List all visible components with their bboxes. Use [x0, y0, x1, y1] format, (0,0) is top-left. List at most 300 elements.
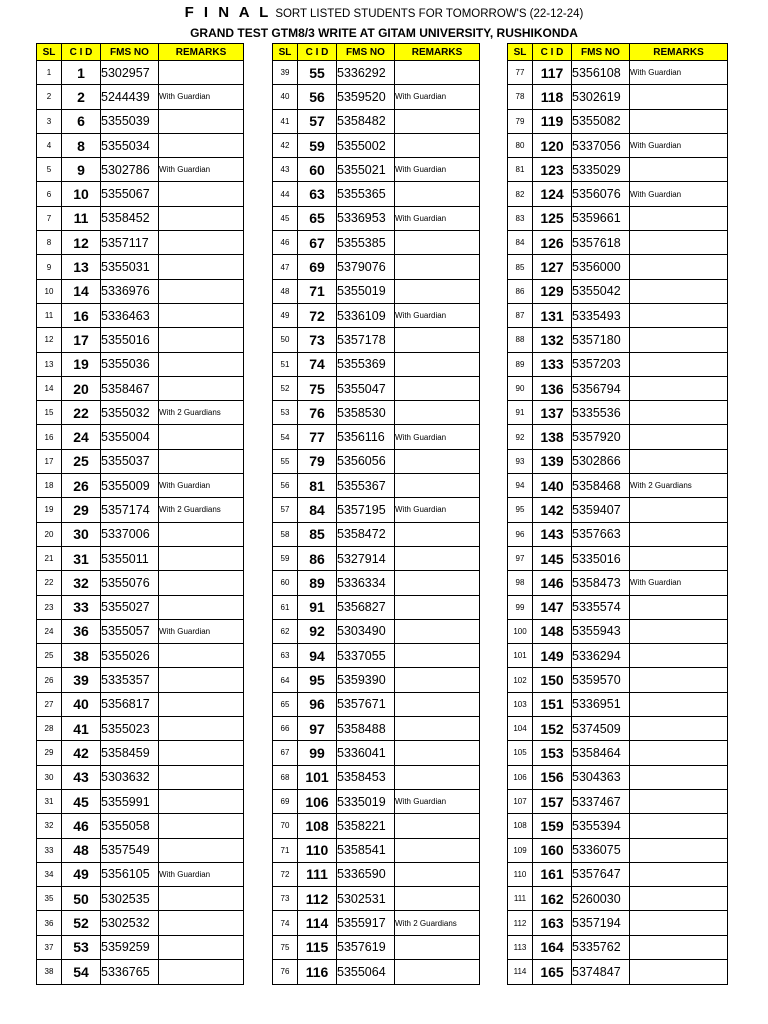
fms-no-cell: 5379076	[337, 255, 395, 279]
remarks-cell	[159, 838, 244, 862]
table-row	[508, 692, 728, 716]
fms-no-cell: 5303632	[101, 765, 159, 789]
table-row	[273, 85, 480, 109]
remarks-cell	[630, 887, 728, 911]
remarks-cell: With Guardian	[630, 133, 728, 157]
sl-cell: 68	[273, 765, 298, 789]
fms-no-cell: 5244439	[101, 85, 159, 109]
sl-cell: 14	[37, 376, 62, 400]
cid-cell: 97	[298, 717, 337, 741]
sl-cell: 39	[273, 61, 298, 85]
table-row	[508, 328, 728, 352]
fms-no-cell: 5356794	[572, 376, 630, 400]
sl-cell: 20	[37, 522, 62, 546]
remarks-cell	[159, 182, 244, 206]
cid-cell: 71	[298, 279, 337, 303]
fms-no-cell: 5335574	[572, 595, 630, 619]
table-row	[37, 279, 244, 303]
sl-cell: 15	[37, 401, 62, 425]
sl-cell: 51	[273, 352, 298, 376]
sl-cell: 109	[508, 838, 533, 862]
fms-no-cell: 5336976	[101, 279, 159, 303]
table-row	[273, 279, 480, 303]
remarks-cell	[395, 741, 480, 765]
cid-cell: 57	[298, 109, 337, 133]
sl-cell: 83	[508, 206, 533, 230]
table-row	[273, 959, 480, 984]
cid-cell: 12	[62, 231, 101, 255]
fms-no-cell: 5357671	[337, 692, 395, 716]
sl-cell: 45	[273, 206, 298, 230]
sl-cell: 91	[508, 401, 533, 425]
cid-cell: 94	[298, 644, 337, 668]
sl-cell: 46	[273, 231, 298, 255]
remarks-cell: With Guardian	[395, 85, 480, 109]
fms-no-cell: 5335019	[337, 789, 395, 813]
table-row	[37, 133, 244, 157]
fms-no-cell: 5303490	[337, 619, 395, 643]
remarks-cell: With Guardian	[159, 158, 244, 182]
remarks-cell	[159, 644, 244, 668]
remarks-cell	[159, 887, 244, 911]
table-row	[273, 231, 480, 255]
sl-cell: 96	[508, 522, 533, 546]
sl-cell: 26	[37, 668, 62, 692]
remarks-cell	[630, 595, 728, 619]
table-row	[273, 595, 480, 619]
table-row	[37, 814, 244, 838]
remarks-cell: With Guardian	[395, 158, 480, 182]
remarks-cell	[395, 765, 480, 789]
cid-cell: 77	[298, 425, 337, 449]
cid-cell: 162	[533, 887, 572, 911]
table-row	[273, 401, 480, 425]
table-row	[37, 911, 244, 935]
table-row	[273, 789, 480, 813]
table-row	[508, 765, 728, 789]
table-row	[508, 959, 728, 984]
cid-cell: 114	[298, 911, 337, 935]
remarks-cell: With Guardian	[159, 474, 244, 498]
fms-no-cell: 5358472	[337, 522, 395, 546]
fms-no-cell: 5359520	[337, 85, 395, 109]
cid-cell: 131	[533, 303, 572, 327]
remarks-cell	[159, 352, 244, 376]
cid-cell: 139	[533, 449, 572, 473]
fms-no-cell: 5355037	[101, 449, 159, 473]
sl-cell: 54	[273, 425, 298, 449]
cid-cell: 136	[533, 376, 572, 400]
cid-cell: 16	[62, 303, 101, 327]
table-row	[273, 303, 480, 327]
cid-cell: 160	[533, 838, 572, 862]
remarks-cell	[630, 498, 728, 522]
table-row	[37, 303, 244, 327]
table-row	[37, 231, 244, 255]
remarks-cell	[159, 376, 244, 400]
fms-no-cell: 5358530	[337, 401, 395, 425]
table-row	[508, 789, 728, 813]
remarks-cell	[630, 814, 728, 838]
cid-cell: 65	[298, 206, 337, 230]
fms-no-cell: 5356827	[337, 595, 395, 619]
remarks-cell	[630, 644, 728, 668]
fms-no-cell: 5359390	[337, 668, 395, 692]
remarks-cell	[630, 838, 728, 862]
sl-cell: 101	[508, 644, 533, 668]
fms-no-cell: 5336334	[337, 571, 395, 595]
table-header-row	[273, 44, 480, 61]
remarks-cell	[395, 328, 480, 352]
table-row	[508, 644, 728, 668]
cid-cell: 76	[298, 401, 337, 425]
table-row	[273, 887, 480, 911]
remarks-cell	[395, 814, 480, 838]
fms-no-cell: 5355369	[337, 352, 395, 376]
cid-cell: 56	[298, 85, 337, 109]
table-row	[508, 741, 728, 765]
cid-cell: 153	[533, 741, 572, 765]
sl-cell: 8	[37, 231, 62, 255]
remarks-cell	[630, 911, 728, 935]
remarks-cell	[395, 352, 480, 376]
sl-cell: 65	[273, 692, 298, 716]
sl-cell: 88	[508, 328, 533, 352]
fms-no-cell: 5337467	[572, 789, 630, 813]
cid-cell: 163	[533, 911, 572, 935]
fms-no-cell: 5336765	[101, 959, 159, 984]
table-row	[37, 352, 244, 376]
table-row	[37, 571, 244, 595]
table-row	[508, 255, 728, 279]
table-row	[273, 717, 480, 741]
cid-cell: 49	[62, 862, 101, 886]
cid-cell: 137	[533, 401, 572, 425]
table-row	[273, 376, 480, 400]
remarks-cell	[395, 862, 480, 886]
table-row	[273, 255, 480, 279]
remarks-cell	[395, 61, 480, 85]
remarks-cell: With Guardian	[395, 303, 480, 327]
remarks-cell	[630, 692, 728, 716]
fms-no-cell: 5302532	[101, 911, 159, 935]
table-row	[37, 498, 244, 522]
col-header-cid: C I D	[533, 44, 572, 61]
table-row	[508, 862, 728, 886]
remarks-cell	[395, 838, 480, 862]
fms-no-cell: 5355026	[101, 644, 159, 668]
cid-cell: 9	[62, 158, 101, 182]
fms-no-cell: 5355047	[337, 376, 395, 400]
sl-cell: 79	[508, 109, 533, 133]
fms-no-cell: 5356108	[572, 61, 630, 85]
fms-no-cell: 5358453	[337, 765, 395, 789]
sl-cell: 19	[37, 498, 62, 522]
cid-cell: 55	[298, 61, 337, 85]
remarks-cell	[395, 449, 480, 473]
fms-no-cell: 5356056	[337, 449, 395, 473]
table-row	[508, 717, 728, 741]
sl-cell: 67	[273, 741, 298, 765]
sl-cell: 99	[508, 595, 533, 619]
fms-no-cell: 5358459	[101, 741, 159, 765]
student-table-1	[36, 43, 244, 985]
sl-cell: 90	[508, 376, 533, 400]
cid-cell: 161	[533, 862, 572, 886]
student-table-2	[272, 43, 480, 985]
table-row	[273, 109, 480, 133]
sl-cell: 107	[508, 789, 533, 813]
table-row	[508, 425, 728, 449]
cid-cell: 33	[62, 595, 101, 619]
col-header-fms-no: FMS NO	[101, 44, 159, 61]
cid-cell: 59	[298, 133, 337, 157]
remarks-cell	[630, 279, 728, 303]
table-row	[273, 498, 480, 522]
table-row	[508, 303, 728, 327]
cid-cell: 156	[533, 765, 572, 789]
table-header-row	[37, 44, 244, 61]
cid-cell: 125	[533, 206, 572, 230]
cid-cell: 149	[533, 644, 572, 668]
fms-no-cell: 5336294	[572, 644, 630, 668]
remarks-cell	[630, 109, 728, 133]
remarks-cell	[630, 619, 728, 643]
sl-cell: 93	[508, 449, 533, 473]
remarks-cell	[159, 814, 244, 838]
sl-cell: 66	[273, 717, 298, 741]
remarks-cell	[395, 546, 480, 570]
cid-cell: 101	[298, 765, 337, 789]
table-row	[37, 182, 244, 206]
cid-cell: 106	[298, 789, 337, 813]
sl-cell: 13	[37, 352, 62, 376]
fms-no-cell: 5356076	[572, 182, 630, 206]
fms-no-cell: 5335029	[572, 158, 630, 182]
fms-no-cell: 5337056	[572, 133, 630, 157]
cid-cell: 85	[298, 522, 337, 546]
cid-cell: 86	[298, 546, 337, 570]
sl-cell: 97	[508, 546, 533, 570]
remarks-cell	[395, 959, 480, 984]
sl-cell: 50	[273, 328, 298, 352]
fms-no-cell: 5374847	[572, 959, 630, 984]
table-row	[508, 571, 728, 595]
table-row	[37, 474, 244, 498]
table-row	[508, 814, 728, 838]
remarks-cell	[630, 668, 728, 692]
remarks-cell: With Guardian	[630, 571, 728, 595]
sl-cell: 102	[508, 668, 533, 692]
sl-cell: 113	[508, 935, 533, 959]
table-row	[508, 887, 728, 911]
fms-no-cell: 5358473	[572, 571, 630, 595]
cid-cell: 96	[298, 692, 337, 716]
cid-cell: 79	[298, 449, 337, 473]
remarks-cell: With Guardian	[159, 862, 244, 886]
table-row	[273, 328, 480, 352]
table-row	[37, 741, 244, 765]
cid-cell: 73	[298, 328, 337, 352]
table-row	[508, 619, 728, 643]
table-row	[508, 449, 728, 473]
remarks-cell	[159, 61, 244, 85]
sl-cell: 10	[37, 279, 62, 303]
remarks-cell: With Guardian	[395, 498, 480, 522]
cid-cell: 74	[298, 352, 337, 376]
table-row	[37, 109, 244, 133]
remarks-cell	[395, 571, 480, 595]
sl-cell: 104	[508, 717, 533, 741]
col-header-sl: SL	[273, 44, 298, 61]
table-row	[37, 328, 244, 352]
cid-cell: 42	[62, 741, 101, 765]
remarks-cell	[159, 279, 244, 303]
sl-cell: 74	[273, 911, 298, 935]
fms-no-cell: 5304363	[572, 765, 630, 789]
remarks-cell	[395, 668, 480, 692]
remarks-cell	[159, 765, 244, 789]
remarks-cell	[395, 619, 480, 643]
sl-cell: 70	[273, 814, 298, 838]
cid-cell: 36	[62, 619, 101, 643]
fms-no-cell: 5355016	[101, 328, 159, 352]
sl-cell: 114	[508, 959, 533, 984]
remarks-cell	[159, 959, 244, 984]
cid-cell: 91	[298, 595, 337, 619]
fms-no-cell: 5355991	[101, 789, 159, 813]
cid-cell: 138	[533, 425, 572, 449]
fms-no-cell: 5358467	[101, 376, 159, 400]
sl-cell: 4	[37, 133, 62, 157]
table-row	[37, 668, 244, 692]
cid-cell: 24	[62, 425, 101, 449]
fms-no-cell: 5327914	[337, 546, 395, 570]
sl-cell: 76	[273, 959, 298, 984]
cid-cell: 40	[62, 692, 101, 716]
remarks-cell	[630, 449, 728, 473]
fms-no-cell: 5357180	[572, 328, 630, 352]
fms-no-cell: 5356105	[101, 862, 159, 886]
cid-cell: 63	[298, 182, 337, 206]
fms-no-cell: 5335536	[572, 401, 630, 425]
sl-cell: 5	[37, 158, 62, 182]
cid-cell: 32	[62, 571, 101, 595]
sl-cell: 44	[273, 182, 298, 206]
remarks-cell	[395, 255, 480, 279]
cid-cell: 52	[62, 911, 101, 935]
table-row	[273, 862, 480, 886]
remarks-cell	[630, 789, 728, 813]
fms-no-cell: 5337006	[101, 522, 159, 546]
cid-cell: 41	[62, 717, 101, 741]
cid-cell: 132	[533, 328, 572, 352]
cid-cell: 25	[62, 449, 101, 473]
table-row	[37, 595, 244, 619]
remarks-cell	[395, 692, 480, 716]
fms-no-cell: 5355385	[337, 231, 395, 255]
remarks-cell	[630, 255, 728, 279]
table-row	[37, 61, 244, 85]
sl-cell: 24	[37, 619, 62, 643]
fms-no-cell: 5358464	[572, 741, 630, 765]
table-row	[37, 862, 244, 886]
table-row	[37, 838, 244, 862]
sl-cell: 17	[37, 449, 62, 473]
sl-cell: 34	[37, 862, 62, 886]
sl-cell: 72	[273, 862, 298, 886]
remarks-cell	[395, 376, 480, 400]
cid-cell: 46	[62, 814, 101, 838]
fms-no-cell: 5355019	[337, 279, 395, 303]
sl-cell: 32	[37, 814, 62, 838]
table-row	[37, 959, 244, 984]
table-row	[273, 449, 480, 473]
remarks-cell	[159, 692, 244, 716]
fms-no-cell: 5357203	[572, 352, 630, 376]
table-row	[273, 352, 480, 376]
remarks-cell	[630, 376, 728, 400]
remarks-cell	[630, 206, 728, 230]
cid-cell: 10	[62, 182, 101, 206]
table-row	[37, 449, 244, 473]
cid-cell: 146	[533, 571, 572, 595]
table-row	[508, 376, 728, 400]
table-row	[273, 182, 480, 206]
sl-cell: 80	[508, 133, 533, 157]
cid-cell: 164	[533, 935, 572, 959]
remarks-cell	[395, 401, 480, 425]
sl-cell: 22	[37, 571, 62, 595]
cid-cell: 31	[62, 546, 101, 570]
cid-cell: 67	[298, 231, 337, 255]
sl-cell: 37	[37, 935, 62, 959]
sl-cell: 62	[273, 619, 298, 643]
remarks-cell: With 2 Guardians	[395, 911, 480, 935]
cid-cell: 117	[533, 61, 572, 85]
remarks-cell	[159, 328, 244, 352]
table-row	[37, 255, 244, 279]
table-row	[508, 182, 728, 206]
table-row	[37, 692, 244, 716]
fms-no-cell: 5355034	[101, 133, 159, 157]
remarks-cell	[630, 862, 728, 886]
list-description: SORT LISTED STUDENTS FOR TOMORROW'S (22-12-24)	[275, 8, 584, 20]
sl-cell: 36	[37, 911, 62, 935]
fms-no-cell: 5260030	[572, 887, 630, 911]
sl-cell: 42	[273, 133, 298, 157]
sl-cell: 31	[37, 789, 62, 813]
fms-no-cell: 5355064	[337, 959, 395, 984]
sl-cell: 1	[37, 61, 62, 85]
col-header-cid: C I D	[298, 44, 337, 61]
remarks-cell	[159, 255, 244, 279]
sl-cell: 25	[37, 644, 62, 668]
fms-no-cell: 5336041	[337, 741, 395, 765]
table-row	[508, 158, 728, 182]
sl-cell: 2	[37, 85, 62, 109]
table-row	[273, 425, 480, 449]
table-row	[508, 595, 728, 619]
fms-no-cell: 5358488	[337, 717, 395, 741]
remarks-cell	[630, 959, 728, 984]
table-row	[273, 158, 480, 182]
cid-cell: 118	[533, 85, 572, 109]
cid-cell: 150	[533, 668, 572, 692]
table-row	[273, 133, 480, 157]
table-row	[508, 474, 728, 498]
sl-cell: 100	[508, 619, 533, 643]
